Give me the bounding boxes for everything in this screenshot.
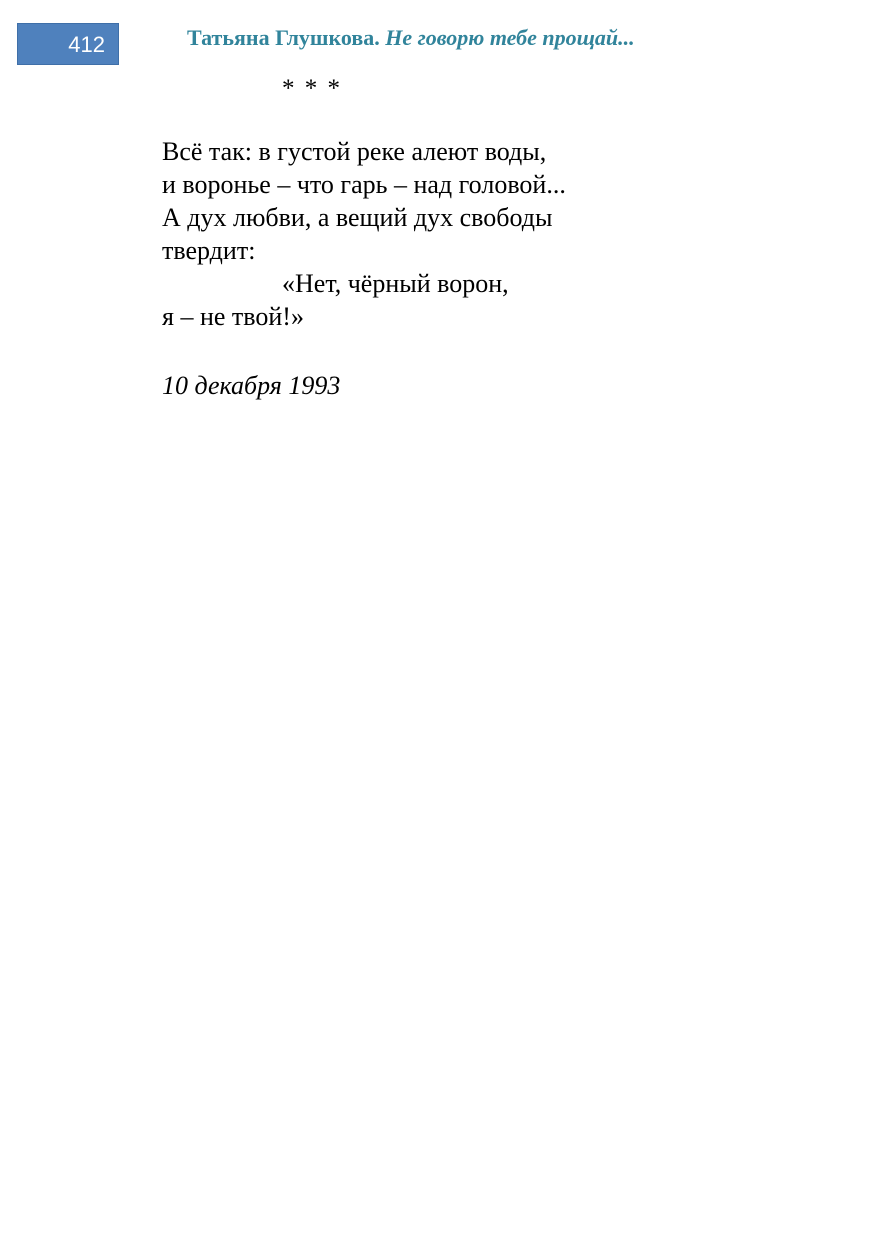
running-header (187, 24, 635, 52)
header-author: Татьяна Глушкова. (187, 25, 380, 50)
header-book-title: Не говорю тебе прощай... (385, 25, 635, 50)
poem-text (162, 135, 566, 333)
poem-line: я – не твой!» (162, 302, 304, 331)
poem-separator: * * * (282, 75, 342, 102)
page-number: 412 (68, 32, 105, 57)
poem-line: «Нет, чёрный ворон, (282, 269, 509, 298)
poem-line: твердит: (162, 236, 256, 265)
page-number-badge (17, 23, 119, 65)
poem-line: А дух любви, а вещий дух свободы (162, 203, 553, 232)
poem-date: 10 декабря 1993 (162, 371, 341, 400)
poem-line: Всё так: в густой реке алеют воды, (162, 137, 547, 166)
poem-line: и воронье – что гарь – над головой... (162, 170, 566, 199)
